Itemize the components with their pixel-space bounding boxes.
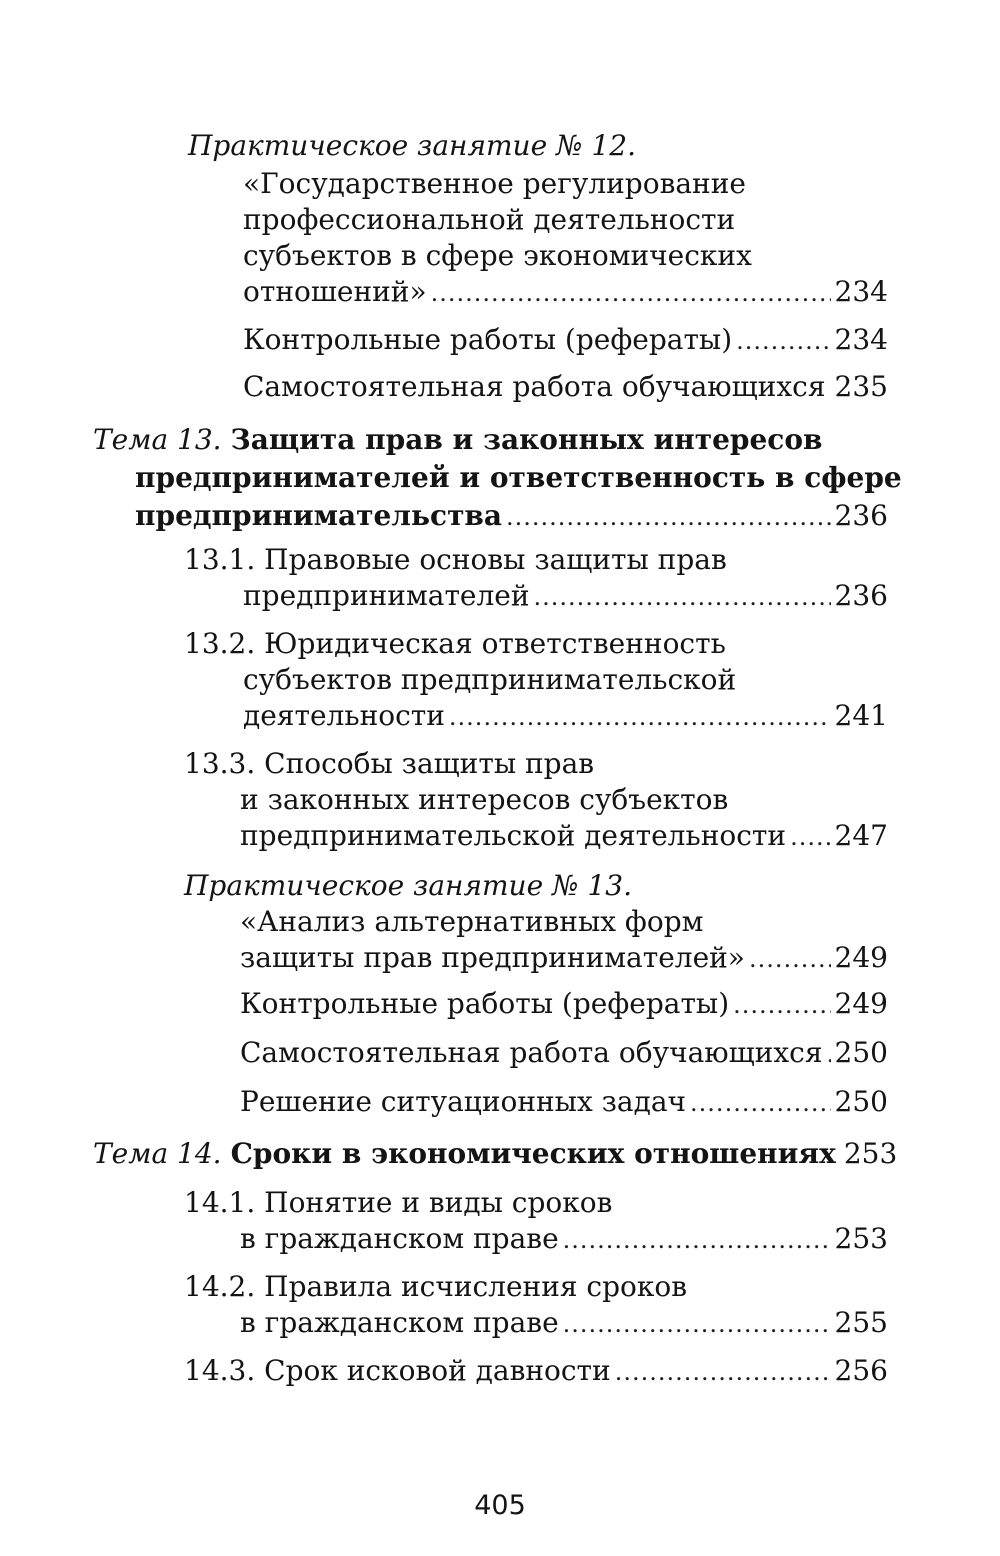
page-ref: 236 <box>834 499 888 532</box>
entry-text: предпринимателей <box>243 579 530 612</box>
entry-text: деятельности <box>243 699 445 732</box>
entry-last-line <box>240 1221 888 1258</box>
entry-line: «Анализ альтернативных форм <box>240 905 704 938</box>
entry-text: Решение ситуационных задач <box>240 1085 687 1118</box>
dot-leader <box>749 941 831 977</box>
dot-leader <box>736 323 830 359</box>
page-ref: 234 <box>834 323 888 356</box>
entry-last-line <box>93 1136 898 1173</box>
entry-last-line <box>243 274 888 311</box>
dot-leader <box>690 1085 831 1121</box>
dot-leader <box>563 1222 831 1258</box>
section-title-line: 13.1. Правовые основы защиты прав <box>184 543 727 576</box>
page-ref: 255 <box>834 1306 888 1339</box>
entry-text: Самостоятельная работа обучающихся <box>240 1036 823 1069</box>
page-number: 405 <box>474 1490 526 1521</box>
entry-last-line <box>240 1035 888 1072</box>
entry-line: профессиональной деятельности <box>243 203 736 236</box>
entry-last-line <box>243 578 888 615</box>
section-title-line: 13.2. Юридическая ответственность <box>184 627 726 660</box>
entry-text: предпринимательства <box>135 499 503 532</box>
page-ref: 256 <box>834 1354 888 1387</box>
page-ref: 247 <box>834 819 888 852</box>
page-ref: 253 <box>834 1222 888 1255</box>
entry-last-line <box>240 986 888 1023</box>
entry-last-line <box>243 698 888 735</box>
entry-line: субъектов в сфере экономических <box>243 239 752 272</box>
page-ref: 253 <box>843 1137 898 1170</box>
topic-title-line: предпринимателей и ответственность в сфере <box>135 461 902 494</box>
entry-text: защиты прав предпринимателей» <box>240 941 745 974</box>
dot-leader <box>449 699 831 735</box>
entry-text: предпринимательской деятельности <box>240 819 787 852</box>
entry-last-line <box>240 1305 888 1342</box>
entry-last-line <box>184 1353 888 1390</box>
entry-text: Контрольные работы (рефераты) <box>243 323 733 356</box>
dot-leader <box>506 499 831 535</box>
topic-title: Защита прав и законных интересов <box>230 423 823 456</box>
topic-title: Сроки в экономических отношениях <box>230 1137 836 1170</box>
entry-last-line <box>135 498 888 535</box>
entry-last-line <box>243 369 888 406</box>
entry-line: «Государственное регулирование <box>243 167 746 200</box>
page-ref: 250 <box>834 1036 888 1069</box>
dot-leader <box>826 1036 830 1072</box>
page-ref: 249 <box>834 987 888 1020</box>
entry-last-line <box>240 1084 888 1121</box>
section-title-line: 13.3. Способы защиты прав <box>184 747 595 780</box>
page-ref: 234 <box>834 275 888 308</box>
entry-text: в гражданском праве <box>240 1222 559 1255</box>
section-title-line: 14.1. Понятие и виды сроков <box>184 1186 613 1219</box>
entry-last-line <box>240 818 888 855</box>
page-ref: 236 <box>834 579 888 612</box>
topic-prefix: Тема 14. <box>93 1137 222 1170</box>
dot-leader <box>733 987 830 1023</box>
entry-text: отношений» <box>243 275 427 308</box>
dot-leader <box>563 1306 831 1342</box>
entry-text: Контрольные работы (рефераты) <box>240 987 730 1020</box>
entry-title: Практическое занятие № 13. <box>184 869 632 902</box>
page-ref: 250 <box>834 1085 888 1118</box>
page-ref: 235 <box>834 370 888 403</box>
dot-leader <box>431 275 831 311</box>
dot-leader <box>829 370 830 406</box>
topic-heading-line <box>93 422 822 458</box>
entry-text: Самостоятельная работа обучающихся <box>243 370 826 403</box>
section-title-line: субъектов предпринимательской <box>243 663 737 696</box>
entry-last-line <box>240 940 888 977</box>
page-ref: 249 <box>834 941 888 974</box>
section-title-line: 14.2. Правила исчисления сроков <box>184 1270 688 1303</box>
entry-text: 14.3. Срок исковой давности <box>184 1354 611 1387</box>
entry-text: в гражданском праве <box>240 1306 559 1339</box>
entry-title: Практическое занятие № 12. <box>188 129 636 162</box>
dot-leader <box>615 1354 831 1390</box>
entry-last-line <box>243 322 888 359</box>
page-ref: 241 <box>834 699 888 732</box>
section-title-line: и законных интересов субъектов <box>240 783 729 816</box>
dot-leader <box>534 579 831 615</box>
topic-prefix: Тема 13. <box>93 423 222 456</box>
dot-leader <box>790 819 830 855</box>
